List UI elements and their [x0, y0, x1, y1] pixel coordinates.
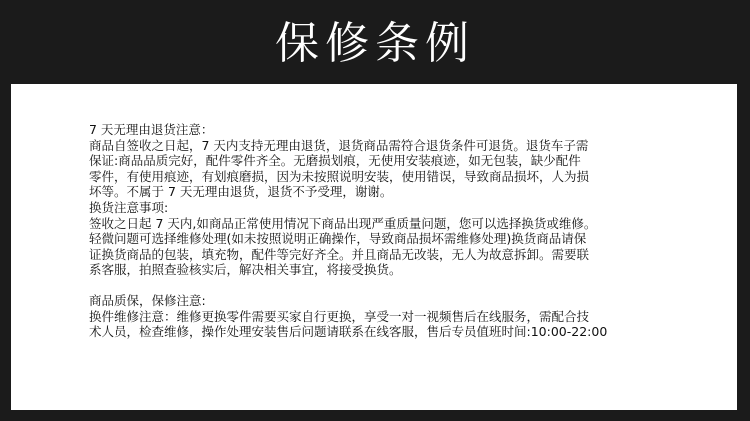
exchange-line: 轻微问题可选择维修处理(如未按照说明正确操作，导致商品损坏需维修处理)换货商品请保 — [89, 231, 587, 247]
return-policy-line: 保证:商品品质完好，配件零件齐全。无磨损划痕，无使用安装痕迹，如无包装，缺少配件 — [89, 153, 581, 169]
page-title: 保修条例 — [275, 18, 475, 69]
return-policy-line: 坏等。不属于 7 天无理由退货，退货不予受理，谢谢。 — [89, 184, 393, 200]
warranty-line: 术人员，检查维修，操作处理安装售后问题请联系在线客服，售后专员值班时间:10:00-22:00 — [89, 324, 608, 340]
exchange-line: 签收之日起 7 天内,如商品正常使用情况下商品出现严重质量问题，您可以选择换货或维修。 — [89, 215, 597, 231]
exchange-heading: 换货注意事项: — [89, 199, 169, 215]
return-policy-line: 商品自签收之日起，7 天内支持无理由退货，退货商品需符合退货条件可退货。退货车子需 — [89, 137, 589, 153]
return-policy-line: 零件，有使用痕迹，有划痕磨损，因为未按照说明安装，使用错误，导致商品损坏，人为损 — [89, 168, 590, 184]
title-banner — [0, 0, 750, 78]
policy-document — [11, 84, 737, 410]
return-policy-heading: 7 天无理由退货注意： — [89, 122, 214, 137]
exchange-line: 系客服，拍照查验核实后，解决相关事宜，将接受换货。 — [89, 262, 402, 278]
exchange-line: 证换货商品的包装，填充物，配件等完好齐全。并且商品无改装，无人为故意拆卸。需要联 — [89, 246, 590, 262]
warranty-line: 换件维修注意：维修更换零件需要买家自行更换，享受一对一视频售后在线服务，需配合技 — [89, 308, 590, 324]
policy-text — [89, 122, 689, 340]
warranty-heading: 商品质保，保修注意: — [89, 292, 206, 308]
section-spacer — [89, 278, 689, 293]
